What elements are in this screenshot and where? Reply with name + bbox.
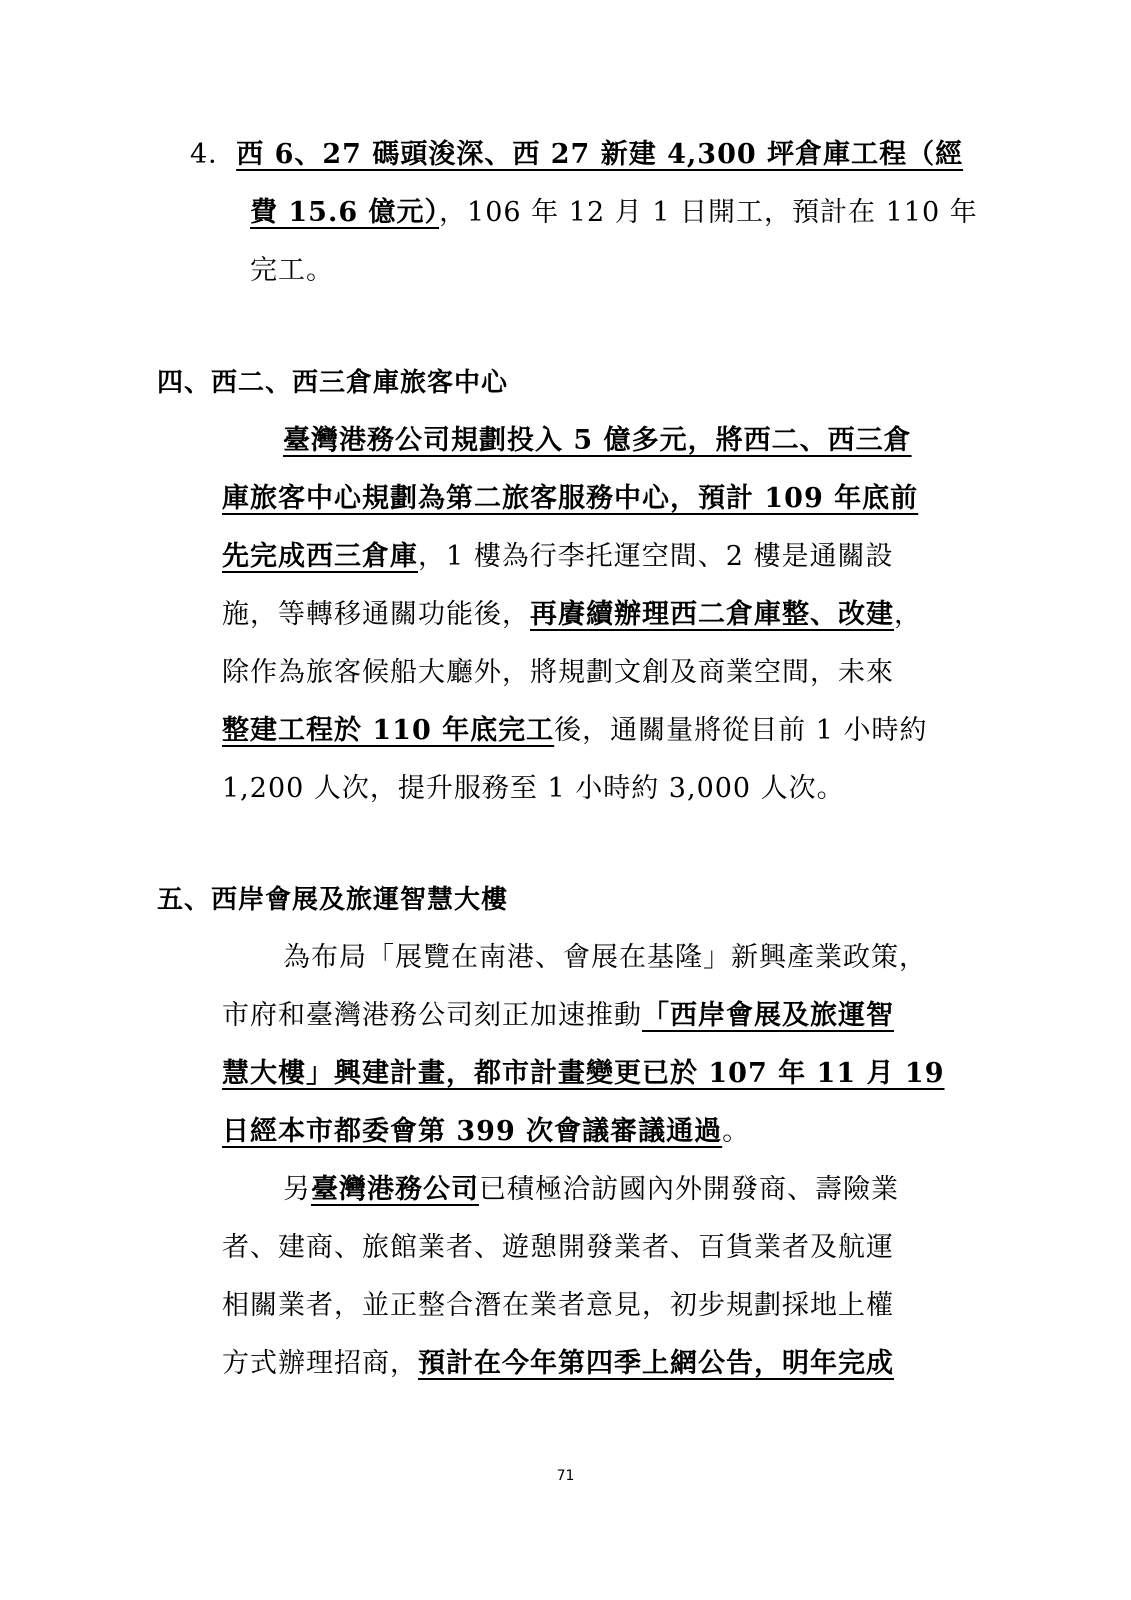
section4-heading: 四、西二、西三倉庫旅客中心 (157, 368, 509, 398)
section4-line7 (222, 771, 845, 807)
item4-budget-bold: 費 15.6 億元） (250, 197, 440, 228)
section5-p1-line4-bold: 日經本市都委會第 399 次會議審議通過 (222, 1116, 723, 1147)
section5-p2-line4 (222, 1346, 894, 1382)
section4-line3-text: ，1 樓為行李托運空間、2 樓是通關設 (418, 541, 894, 572)
section5-p1-line3 (222, 1056, 945, 1092)
section5-p1-line1-text: 為布局「展覽在南港、會展在基隆」新興產業政策， (283, 942, 927, 973)
section5-p2-line3-text: 相關業者，並正整合潛在業者意見，初步規劃採地上權 (222, 1290, 894, 1321)
section4-line4-bold: 再賡續辦理西二倉庫整、改建 (530, 599, 894, 630)
section4-line4-post: ， (894, 599, 922, 630)
item4-line2 (250, 195, 978, 231)
section4-line1-bold: 臺灣港務公司規劃投入 5 億多元，將西二、西三倉 (283, 425, 912, 456)
item4-number: 4． (190, 139, 237, 170)
section5-p2-line1-pre: 另 (283, 1174, 311, 1205)
section5-p2-line1-bold: 臺灣港務公司 (311, 1174, 479, 1205)
section4-line1 (283, 423, 912, 459)
section4-line6 (222, 713, 928, 749)
item4-line1 (190, 137, 963, 173)
section4-line5 (222, 655, 894, 691)
section5-p2-line2 (222, 1230, 894, 1266)
section4-line3 (222, 539, 894, 575)
section5-p1-line4 (222, 1114, 750, 1150)
section4-line3-bold: 先完成西三倉庫 (222, 541, 418, 572)
section4-line2 (222, 481, 918, 517)
section5-p2-line2-text: 者、建商、旅館業者、遊憩開發業者、百貨業者及航運 (222, 1232, 894, 1263)
section5-p2-line4-bold: 預計在今年第四季上網公告，明年完成 (418, 1348, 894, 1379)
section5-p1-line3-bold: 慧大樓」興建計畫，都市計畫變更已於 107 年 11 月 19 (222, 1058, 945, 1089)
section4-line5-text: 除作為旅客候船大廳外，將規劃文創及商業空間，未來 (222, 657, 894, 688)
section5-heading: 五、西岸會展及旅運智慧大樓 (157, 885, 509, 915)
section5-p1-line2 (222, 998, 894, 1034)
section5-p1-line2-pre: 市府和臺灣港務公司刻正加速推動 (222, 1000, 642, 1031)
item4-line3 (250, 253, 334, 289)
section5-p2-line3 (222, 1288, 894, 1324)
section5-p1-line1 (283, 940, 927, 976)
section5-p1-line2-bold: 「西岸會展及旅運智 (642, 1000, 894, 1031)
item4-line2-text: ，106 年 12 月 1 日開工，預計在 110 年 (439, 197, 978, 228)
section4-line6-text: 後，通關量將從目前 1 小時約 (554, 715, 928, 746)
section4-line4-pre: 施，等轉移通關功能後， (222, 599, 530, 630)
item4-line3-text: 完工。 (250, 255, 334, 286)
section4-line7-text: 1,200 人次，提升服務至 1 小時約 3,000 人次。 (222, 773, 845, 804)
section5-p2-line1-text: 已積極洽訪國內外開發商、壽險業 (479, 1174, 899, 1205)
section5-p2-line4-pre: 方式辦理招商， (222, 1348, 418, 1379)
page-number: 71 (556, 1468, 575, 1484)
section5-p2-line1 (283, 1172, 899, 1208)
section4-line6-bold: 整建工程於 110 年底完工 (222, 715, 555, 746)
item4-title-bold: 西 6、27 碼頭浚深、西 27 新建 4,300 坪倉庫工程（經 (236, 139, 964, 170)
section5-p1-line4-post: 。 (722, 1116, 751, 1147)
section4-line4 (222, 597, 922, 633)
section4-line2-bold: 庫旅客中心規劃為第二旅客服務中心，預計 109 年底前 (222, 483, 919, 514)
